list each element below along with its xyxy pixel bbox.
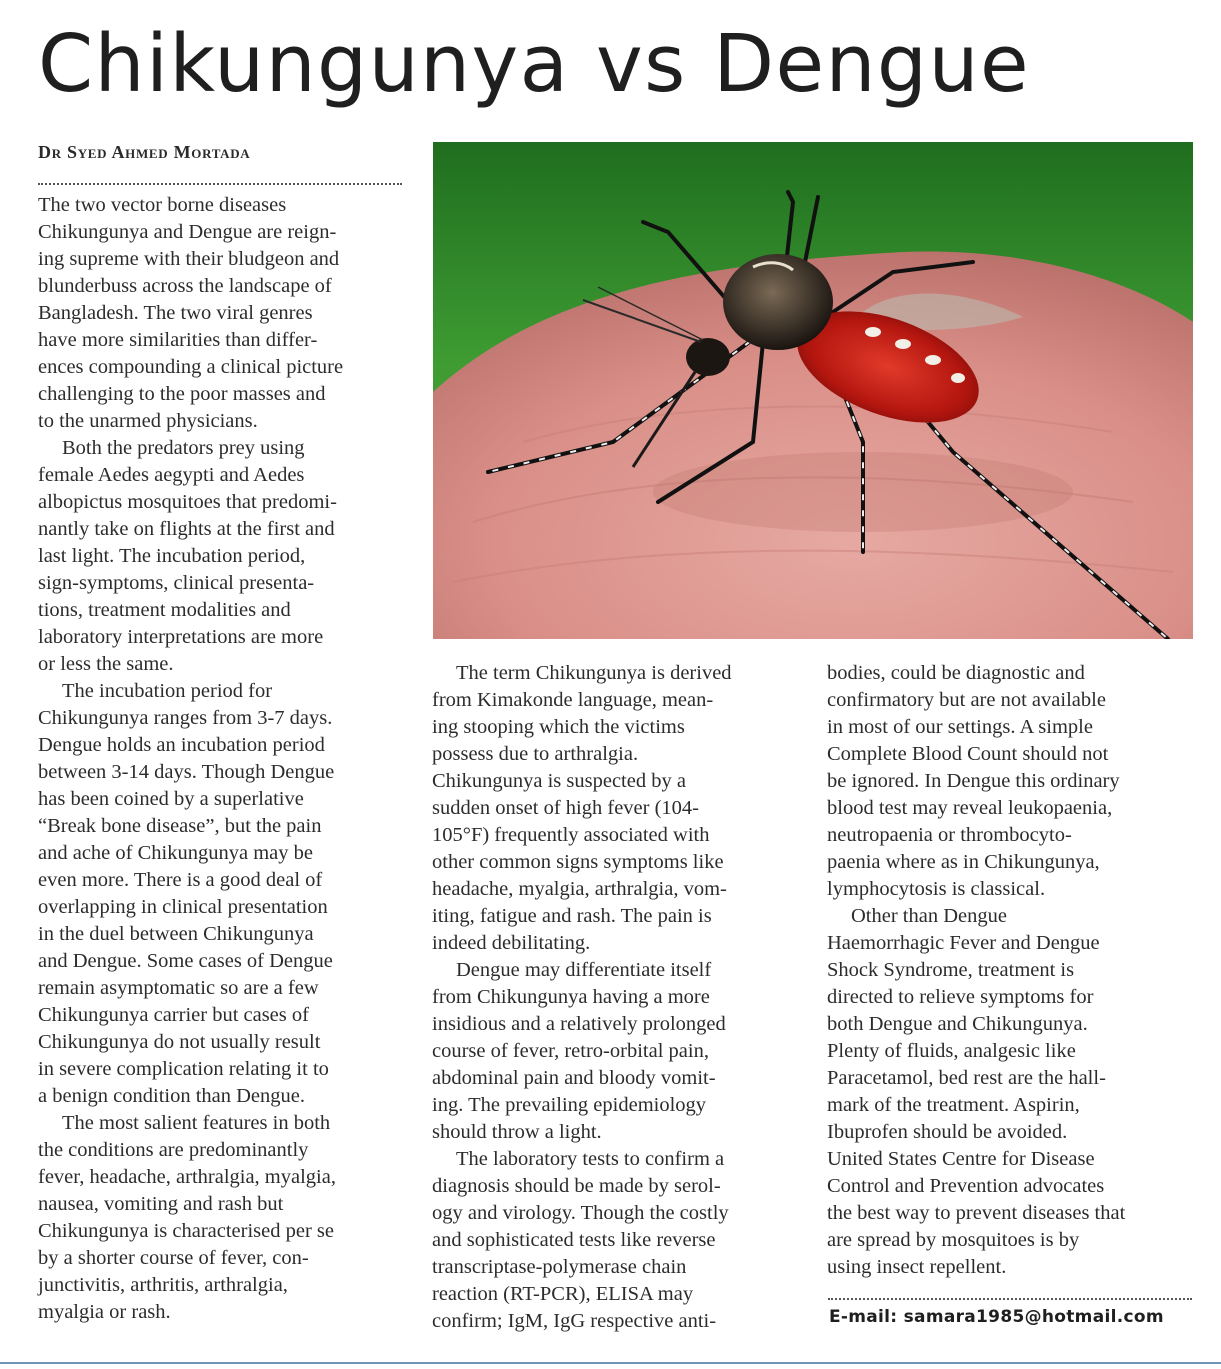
- text-line: both Dengue and Chikungunya.: [827, 1013, 1088, 1035]
- page-bottom-rule: [0, 1362, 1221, 1364]
- text-line: The term Chikungunya is derived: [456, 662, 732, 684]
- text-line: from Chikungunya having a more: [432, 986, 710, 1008]
- article-column-3: [827, 660, 1199, 1281]
- text-line: transcriptase-polymerase chain: [432, 1256, 687, 1278]
- text-line: female Aedes aegypti and Aedes: [38, 464, 305, 486]
- paragraph: [38, 192, 410, 435]
- text-line: The laboratory tests to confirm a: [456, 1148, 725, 1170]
- text-line: junctivitis, arthritis, arthralgia,: [38, 1274, 288, 1296]
- mosquito-photo: [433, 142, 1193, 639]
- paragraph: [432, 1146, 802, 1335]
- text-line: ogy and virology. Though the costly: [432, 1202, 729, 1224]
- text-line: lymphocytosis is classical.: [827, 878, 1046, 900]
- text-line: blood test may reveal leukopaenia,: [827, 797, 1113, 819]
- text-line: United States Centre for Disease: [827, 1148, 1095, 1170]
- text-line: by a shorter course of fever, con-: [38, 1247, 309, 1269]
- text-line: and sophisticated tests like reverse: [432, 1229, 716, 1251]
- text-line: Complete Blood Count should not: [827, 743, 1109, 765]
- text-line: to the unarmed physicians.: [38, 410, 258, 432]
- text-line: overlapping in clinical presentation: [38, 896, 328, 918]
- text-line: Dengue holds an incubation period: [38, 734, 325, 756]
- text-line: between 3-14 days. Though Dengue: [38, 761, 335, 783]
- text-line: be ignored. In Dengue this ordinary: [827, 770, 1120, 792]
- text-line: myalgia or rash.: [38, 1301, 171, 1323]
- text-line: bodies, could be diagnostic and: [827, 662, 1085, 684]
- text-line: and Dengue. Some cases of Dengue: [38, 950, 333, 972]
- text-line: challenging to the poor masses and: [38, 383, 326, 405]
- text-line: headache, myalgia, arthralgia, vom-: [432, 878, 727, 900]
- text-line: ing supreme with their bludgeon and: [38, 248, 340, 270]
- text-line: in most of our settings. A simple: [827, 716, 1093, 738]
- text-line: iting, fatigue and rash. The pain is: [432, 905, 712, 927]
- text-line: Both the predators prey using: [62, 437, 305, 459]
- text-line: ing. The prevailing epidemiology: [432, 1094, 707, 1116]
- text-line: and ache of Chikungunya may be: [38, 842, 313, 864]
- paragraph: [827, 903, 1199, 1281]
- author-email: E-mail: samara1985@hotmail.com: [829, 1307, 1164, 1327]
- byline-divider: [38, 183, 402, 185]
- text-line: from Kimakonde language, mean-: [432, 689, 714, 711]
- text-line: Control and Prevention advocates: [827, 1175, 1105, 1197]
- text-line: confirm; IgM, IgG respective anti-: [432, 1310, 717, 1332]
- footer-divider: [828, 1298, 1192, 1300]
- text-line: Plenty of fluids, analgesic like: [827, 1040, 1076, 1062]
- text-line: directed to relieve symptoms for: [827, 986, 1094, 1008]
- text-line: Other than Dengue: [851, 905, 1007, 927]
- text-line: the best way to prevent diseases that: [827, 1202, 1126, 1224]
- text-line: Chikungunya do not usually result: [38, 1031, 321, 1053]
- text-line: have more similarities than differ-: [38, 329, 318, 351]
- paragraph: [432, 957, 802, 1146]
- author-byline: Dr Syed Ahmed Mortada: [38, 142, 251, 162]
- text-line: course of fever, retro-orbital pain,: [432, 1040, 709, 1062]
- text-line: indeed debilitating.: [432, 932, 591, 954]
- paragraph: [827, 660, 1199, 903]
- paragraph: [38, 435, 410, 678]
- paragraph: [38, 678, 410, 1110]
- text-line: blunderbuss across the landscape of: [38, 275, 332, 297]
- text-line: Shock Syndrome, treatment is: [827, 959, 1075, 981]
- text-line: laboratory interpretations are more: [38, 626, 324, 648]
- text-line: sign-symptoms, clinical presenta-: [38, 572, 315, 594]
- text-line: diagnosis should be made by serol-: [432, 1175, 721, 1197]
- article-column-2: [432, 660, 802, 1335]
- text-line: Chikungunya and Dengue are reign-: [38, 221, 337, 243]
- text-line: using insect repellent.: [827, 1256, 1007, 1278]
- text-line: Chikungunya carrier but cases of: [38, 1004, 309, 1026]
- text-line: The most salient features in both: [62, 1112, 331, 1134]
- text-line: reaction (RT-PCR), ELISA may: [432, 1283, 694, 1305]
- text-line: Ibuprofen should be avoided.: [827, 1121, 1068, 1143]
- text-line: insidious and a relatively prolonged: [432, 1013, 726, 1035]
- text-line: tions, treatment modalities and: [38, 599, 291, 621]
- text-line: Paracetamol, bed rest are the hall-: [827, 1067, 1106, 1089]
- text-line: paenia where as in Chikungunya,: [827, 851, 1100, 873]
- text-line: the conditions are predominantly: [38, 1139, 309, 1161]
- text-line: nantly take on flights at the first and: [38, 518, 335, 540]
- text-line: abdominal pain and bloody vomit-: [432, 1067, 716, 1089]
- text-line: confirmatory but are not available: [827, 689, 1106, 711]
- text-line: Haemorrhagic Fever and Dengue: [827, 932, 1100, 954]
- text-line: ences compounding a clinical picture: [38, 356, 344, 378]
- text-line: even more. There is a good deal of: [38, 869, 323, 891]
- text-line: Dengue may differentiate itself: [456, 959, 712, 981]
- text-line: last light. The incubation period,: [38, 545, 306, 567]
- text-line: neutropaenia or thrombocyto-: [827, 824, 1072, 846]
- text-line: Chikungunya is suspected by a: [432, 770, 686, 792]
- text-line: in severe complication relating it to: [38, 1058, 329, 1080]
- paragraph: [38, 1110, 410, 1326]
- text-line: in the duel between Chikungunya: [38, 923, 314, 945]
- text-line: albopictus mosquitoes that predomi-: [38, 491, 337, 513]
- text-line: Bangladesh. The two viral genres: [38, 302, 313, 324]
- paragraph: [432, 660, 802, 957]
- text-line: possess due to arthralgia.: [432, 743, 639, 765]
- text-line: remain asymptomatic so are a few: [38, 977, 319, 999]
- text-line: “Break bone disease”, but the pain: [38, 815, 322, 837]
- text-line: or less the same.: [38, 653, 174, 675]
- text-line: 105°F) frequently associated with: [432, 824, 710, 846]
- text-line: ing stooping which the victims: [432, 716, 685, 738]
- text-line: sudden onset of high fever (104-: [432, 797, 700, 819]
- text-line: a benign condition than Dengue.: [38, 1085, 306, 1107]
- mosquito-illustration: [433, 142, 1193, 639]
- text-line: The incubation period for: [62, 680, 273, 702]
- text-line: fever, headache, arthralgia, myalgia,: [38, 1166, 336, 1188]
- text-line: are spread by mosquitoes is by: [827, 1229, 1080, 1251]
- article-column-1: [38, 192, 410, 1326]
- text-line: Chikungunya ranges from 3-7 days.: [38, 707, 333, 729]
- text-line: has been coined by a superlative: [38, 788, 304, 810]
- text-line: Chikungunya is characterised per se: [38, 1220, 335, 1242]
- text-line: mark of the treatment. Aspirin,: [827, 1094, 1080, 1116]
- text-line: should throw a light.: [432, 1121, 602, 1143]
- article-title: Chikungunya vs Dengue: [38, 18, 1030, 110]
- text-line: The two vector borne diseases: [38, 194, 287, 216]
- text-line: other common signs symptoms like: [432, 851, 724, 873]
- text-line: nausea, vomiting and rash but: [38, 1193, 284, 1215]
